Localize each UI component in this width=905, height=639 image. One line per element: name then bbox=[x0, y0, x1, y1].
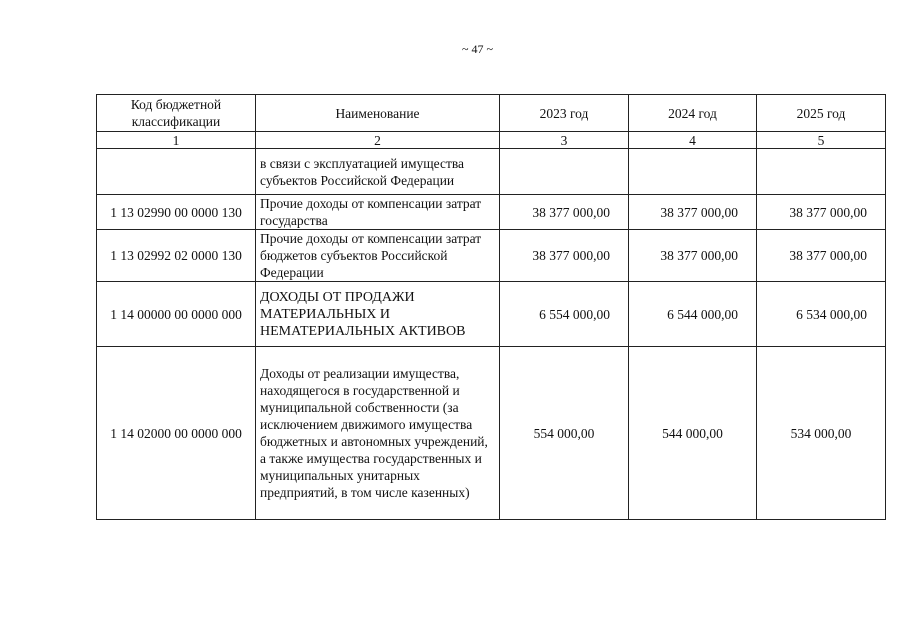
table-row bbox=[97, 149, 886, 195]
header-name: Наименование bbox=[256, 95, 500, 132]
amount-2023: 6 554 000,00 bbox=[500, 282, 629, 347]
revenue-name: Прочие доходы от компенсации затрат государства bbox=[256, 195, 500, 230]
header-code: Код бюджетной классификации bbox=[97, 95, 256, 132]
column-number: 4 bbox=[629, 132, 757, 149]
budget-code: 1 14 02000 00 0000 000 bbox=[97, 347, 256, 520]
amount-2023 bbox=[500, 149, 629, 195]
revenue-name: Прочие доходы от компенсации затрат бюджетов субъектов Российской Федерации bbox=[256, 230, 500, 282]
amount-2024: 38 377 000,00 bbox=[629, 230, 757, 282]
header-2025: 2025 год bbox=[757, 95, 886, 132]
header-2024: 2024 год bbox=[629, 95, 757, 132]
budget-code: 1 13 02992 02 0000 130 bbox=[97, 230, 256, 282]
table-row bbox=[97, 230, 886, 282]
header-2023: 2023 год bbox=[500, 95, 629, 132]
amount-2023: 38 377 000,00 bbox=[500, 195, 629, 230]
budget-code bbox=[97, 149, 256, 195]
amount-2025: 38 377 000,00 bbox=[757, 230, 886, 282]
amount-2025: 6 534 000,00 bbox=[757, 282, 886, 347]
column-number: 5 bbox=[757, 132, 886, 149]
column-number: 3 bbox=[500, 132, 629, 149]
column-number-row bbox=[97, 132, 886, 149]
table-row bbox=[97, 282, 886, 347]
amount-2024 bbox=[629, 149, 757, 195]
amount-2024: 38 377 000,00 bbox=[629, 195, 757, 230]
amount-2023: 38 377 000,00 bbox=[500, 230, 629, 282]
table-header-row bbox=[97, 95, 886, 132]
amount-2025: 38 377 000,00 bbox=[757, 195, 886, 230]
amount-2024: 544 000,00 bbox=[629, 347, 757, 520]
revenue-name: в связи с эксплуатацией имущества субъектов Российской Федерации bbox=[256, 149, 500, 195]
revenue-name: ДОХОДЫ ОТ ПРОДАЖИ МАТЕРИАЛЬНЫХ И НЕМАТЕРИАЛЬНЫХ АКТИВОВ bbox=[256, 282, 500, 347]
budget-revenue-table bbox=[96, 94, 886, 520]
amount-2023: 554 000,00 bbox=[500, 347, 629, 520]
amount-2025 bbox=[757, 149, 886, 195]
budget-code: 1 13 02990 00 0000 130 bbox=[97, 195, 256, 230]
table-row bbox=[97, 347, 886, 520]
page-number: ~ 47 ~ bbox=[462, 42, 493, 56]
table-row bbox=[97, 195, 886, 230]
revenue-name: Доходы от реализации имущества, находящегося в государственной и муниципальной собственности (за исключением движимого имущества бюджетных и автономных учреждений, а также имущества государственных и муниципальных унитарных предприятий, в том числе казенных) bbox=[256, 347, 500, 520]
column-number: 2 bbox=[256, 132, 500, 149]
column-number: 1 bbox=[97, 132, 256, 149]
amount-2024: 6 544 000,00 bbox=[629, 282, 757, 347]
amount-2025: 534 000,00 bbox=[757, 347, 886, 520]
budget-code: 1 14 00000 00 0000 000 bbox=[97, 282, 256, 347]
